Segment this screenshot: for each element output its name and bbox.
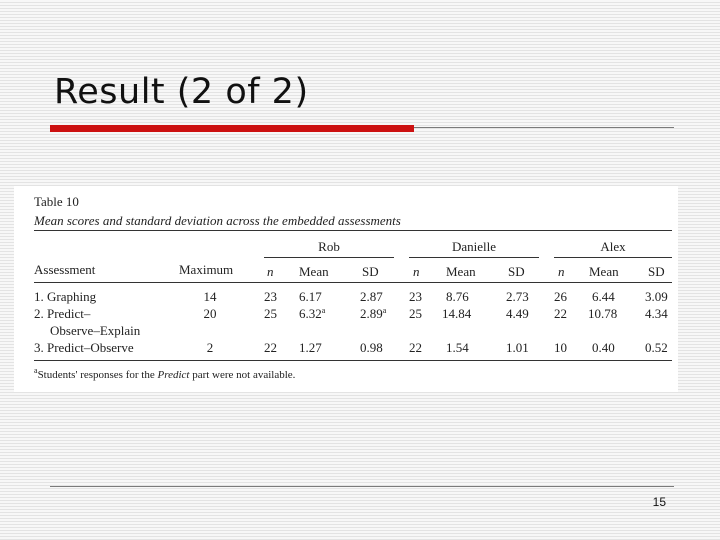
table-bottom-rule <box>34 360 672 361</box>
footnote-marker: a <box>321 306 326 315</box>
slide-title: Result (2 of 2) <box>54 72 309 112</box>
footnote-marker: a <box>34 366 38 375</box>
cell-rob-n: 22 <box>264 340 277 355</box>
table-footnote: $^a$Students' responses for the Predict part were not available. <box>34 366 296 381</box>
cell-rob-mean: 6.32$^a$ <box>299 306 326 321</box>
cell-rob-mean: 6.17 <box>299 289 322 304</box>
col-header-danielle-sd: SD <box>508 264 525 279</box>
group-header-alex: Alex <box>600 239 626 254</box>
group-rule-rob <box>264 257 394 258</box>
cell-assessment: 1. Graphing <box>34 289 97 304</box>
cell-alex-sd: 3.09 <box>645 289 668 304</box>
col-header-alex-sd: SD <box>648 264 665 279</box>
cell-maximum: 14 <box>203 289 217 304</box>
cell-alex-sd: 4.34 <box>645 306 668 321</box>
cell-danielle-mean: 8.76 <box>446 289 469 304</box>
cell-alex-n: 26 <box>554 289 567 304</box>
cell-danielle-mean: 14.84 <box>442 306 472 321</box>
col-header-alex-n: n <box>558 264 565 279</box>
cell-assessment: 3. Predict–Observe <box>34 340 134 355</box>
cell-danielle-n: 22 <box>409 340 422 355</box>
cell-alex-mean: 0.40 <box>592 340 615 355</box>
cell-rob-sd: 0.98 <box>360 340 383 355</box>
cell-rob-mean: 1.27 <box>299 340 322 355</box>
cell-danielle-n: 25 <box>409 306 422 321</box>
col-header-rob-n: n <box>267 264 274 279</box>
cell-assessment-continued: Observe–Explain <box>50 323 141 338</box>
col-header-rob-sd: SD <box>362 264 379 279</box>
header-bottom-rule <box>34 282 672 283</box>
table-image <box>14 186 678 392</box>
cell-alex-sd: 0.52 <box>645 340 668 355</box>
cell-alex-mean: 10.78 <box>588 306 618 321</box>
cell-alex-mean: 6.44 <box>592 289 615 304</box>
cell-danielle-sd: 2.73 <box>506 289 529 304</box>
table-title: Mean scores and standard deviation across the embedded assessments <box>34 213 401 228</box>
table-label: Table 10 <box>34 194 79 209</box>
col-header-maximum: Maximum <box>179 262 234 277</box>
group-header-rob: Rob <box>318 239 340 254</box>
table-top-rule <box>34 230 672 231</box>
col-header-assessment: Assessment <box>34 262 96 277</box>
title-accent-bar <box>50 125 414 132</box>
col-header-danielle-mean: Mean <box>446 264 476 279</box>
cell-alex-n: 10 <box>554 340 567 355</box>
cell-rob-sd: 2.89$^a$ <box>360 306 387 321</box>
col-header-alex-mean: Mean <box>589 264 619 279</box>
group-rule-danielle <box>409 257 539 258</box>
col-header-rob-mean: Mean <box>299 264 329 279</box>
cell-rob-sd: 2.87 <box>360 289 383 304</box>
col-header-danielle-n: n <box>413 264 420 279</box>
cell-maximum: 20 <box>203 306 217 321</box>
cell-rob-n: 23 <box>264 289 277 304</box>
title-divider <box>414 127 674 128</box>
cell-maximum: 2 <box>206 340 214 355</box>
group-header-danielle: Danielle <box>451 239 497 254</box>
cell-danielle-n: 23 <box>409 289 422 304</box>
cell-danielle-sd: 4.49 <box>506 306 529 321</box>
cell-assessment: 2. Predict– <box>34 306 91 321</box>
page-number: 15 <box>652 495 666 509</box>
cell-alex-n: 22 <box>554 306 567 321</box>
footnote-marker: a <box>382 306 387 315</box>
cell-danielle-sd: 1.01 <box>506 340 529 355</box>
footer-divider <box>50 486 674 487</box>
group-rule-alex <box>554 257 672 258</box>
cell-danielle-mean: 1.54 <box>446 340 469 355</box>
cell-rob-n: 25 <box>264 306 277 321</box>
